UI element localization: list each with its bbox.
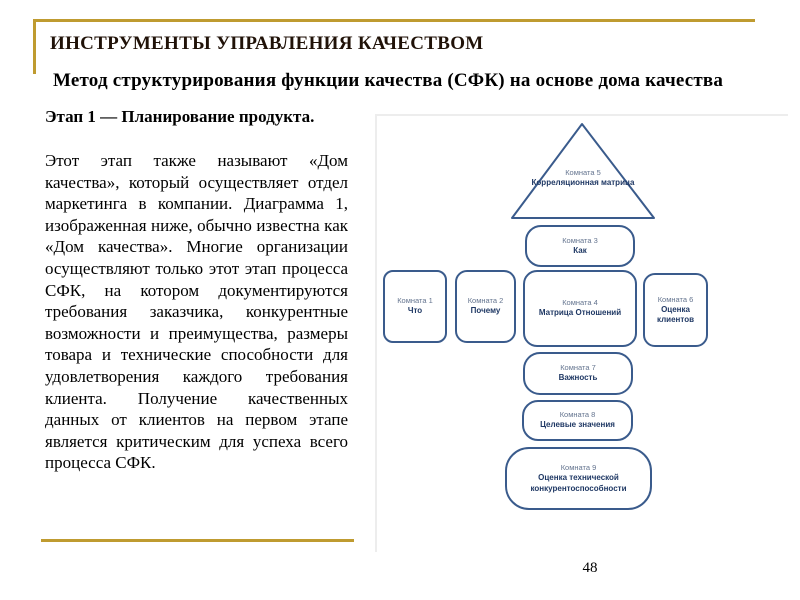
room-5-name: Корреляционная матрица <box>531 178 635 188</box>
room-7-box <box>523 352 633 395</box>
room-4-name: Матрица Отношений <box>538 308 622 318</box>
room-2-name: Почему <box>470 306 501 316</box>
room-5-label: Комната 5 <box>565 168 601 177</box>
room-3-label: Комната 3 <box>562 235 598 245</box>
room-9-box <box>505 447 652 510</box>
body-text-block <box>45 107 348 474</box>
stage-heading: Этап 1 — Планирование продукта. <box>45 107 315 126</box>
room-7-label: Комната 7 <box>560 363 596 373</box>
room-3-name: Как <box>573 245 587 255</box>
room-9-label: Комната 9 <box>560 463 597 473</box>
room-8-box <box>522 400 633 441</box>
room-6-box <box>643 273 708 347</box>
room-7-name: Важность <box>558 373 598 383</box>
room-8-label: Комната 8 <box>559 410 596 420</box>
gold-bottom-rule <box>41 539 354 542</box>
room-4-label: Комната 4 <box>562 298 598 308</box>
room-1-name: Что <box>407 306 423 316</box>
room-2-label: Комната 2 <box>467 296 504 306</box>
slide-title: ИНСТРУМЕНТЫ УПРАВЛЕНИЯ КАЧЕСТВОМ <box>50 33 484 54</box>
room-6-name: Оценка клиентов <box>657 304 694 325</box>
room-8-name: Целевые значения <box>540 420 615 430</box>
room-9-name: Оценка технической конкурентоспособности <box>530 473 627 493</box>
room-5-triangle <box>513 168 653 189</box>
room-6-label: Комната 6 <box>657 294 694 304</box>
gold-left-rule <box>33 19 36 74</box>
stage-paragraph: Этот этап также называют «Дом качества», который осуществляет отдел маркетинга в компании. Диаграмма 1, изображенная ниже, обычно известна как «Дом качества». Многие организации осуществляют только этот этап процесса СФК, на котором документируются требования заказчика, конкурентные возможности и преимущества, размеры товара и технические способности для удовлетворения каждого требования клиента. Получение качественных данных от клиентов на первом этапе является критическим для успеха всего процесса СФК. <box>45 151 348 473</box>
room-2-box <box>455 270 516 343</box>
page-number: 48 <box>582 560 598 576</box>
room-1-label: Комната 1 <box>397 296 433 306</box>
room-1-box <box>383 270 447 343</box>
room-4-box <box>523 270 637 347</box>
room-3-box <box>525 225 635 267</box>
slide-subtitle: Метод структурирования функции качества (СФК) на основе дома качества <box>53 70 724 91</box>
gold-top-rule <box>33 19 755 22</box>
